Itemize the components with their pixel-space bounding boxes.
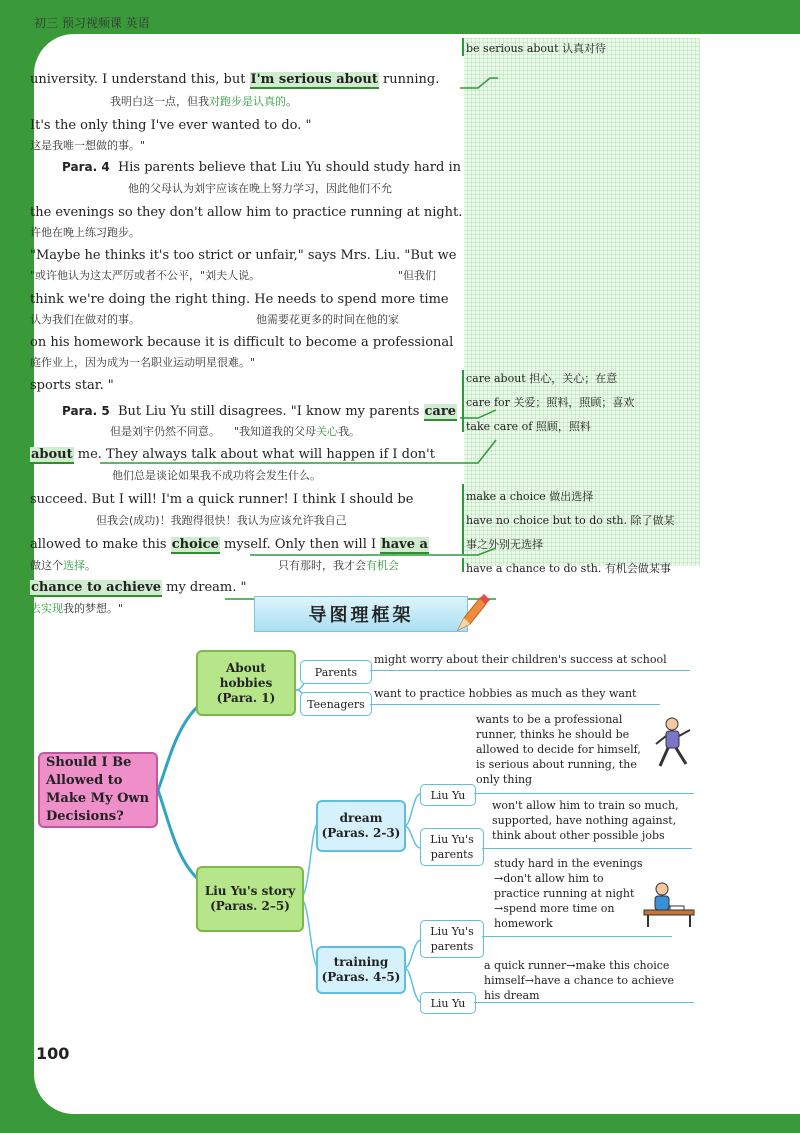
underline: [370, 670, 690, 671]
note-4: take care of 照顾，照料: [466, 420, 591, 433]
dream-parents-text: won't allow him to train so much, supported, have nothing against, think about other possible jobs: [492, 799, 679, 842]
text-line-8: sports star. ": [30, 378, 114, 393]
text-line-9: Para. 5 But Liu Yu still disagrees. "I know my parents care: [62, 404, 456, 419]
train-liu-text: a quick runner→make this choice himself→have a chance to achieve his dream: [484, 959, 675, 1002]
note-5: make a choice 做出选择: [466, 490, 594, 503]
underline: [482, 848, 692, 849]
translation-5a: "或许他认为这太严厉或者不公平，"刘夫人说。: [30, 269, 261, 282]
text-line-11: succeed. But I will! I'm a quick runner! I think I should be: [30, 492, 414, 507]
text-line-2: It's the only thing I've ever wanted to do. ": [30, 118, 312, 133]
translation-5b: "但我们: [398, 269, 437, 282]
page-number: 100: [36, 1044, 70, 1063]
mindmap-title: 导图理框架: [254, 596, 468, 632]
runner-illustration: [652, 716, 694, 772]
translation-12a: 做这个选择。: [30, 559, 96, 572]
translation-13: 去实现我的梦想。": [30, 602, 124, 615]
note-1: be serious about 认真对待: [466, 42, 607, 55]
translation-6b: 他需要花更多的时间在他的家: [256, 313, 399, 326]
leaf-liu-yu-training: Liu Yu: [420, 992, 476, 1014]
highlight-phrase: care: [424, 404, 456, 419]
text-line-10: about me. They always talk about what will happen if I don't: [31, 447, 435, 462]
translation-6a: 认为我们在做对的事。: [30, 313, 140, 326]
translation-4: 许他在晚上练习跑步。: [30, 226, 140, 239]
note-2: care about 担心，关心；在意: [466, 372, 618, 385]
underline: [474, 1002, 694, 1003]
mindmap-root: Should I Be Allowed to Make My Own Decisions?: [38, 752, 158, 828]
leaf-parents: Parents: [300, 660, 372, 684]
note-8: have a chance to do sth. 有机会做某事: [466, 562, 671, 575]
highlight-phrase: about: [31, 447, 73, 462]
studying-illustration: [640, 880, 696, 928]
node-about-hobbies: About hobbies (Para. 1): [196, 650, 296, 716]
translation-1: 我明白这一点，但我对跑步是认真的。: [110, 95, 297, 108]
leaf-teenagers: Teenagers: [300, 692, 372, 716]
note-3: care for 关爱；照料，照顾；喜欢: [466, 396, 635, 409]
highlight-phrase: I'm serious about: [250, 72, 378, 87]
translation-10: 他们总是谈论如果我不成功将会发生什么。: [112, 469, 321, 482]
leaf-liu-yu-parents-dream: Liu Yu's parents: [420, 828, 484, 866]
text-line-1: university. I understand this, but I'm serious about running.: [30, 72, 440, 87]
text-line-4: the evenings so they don't allow him to practice running at night.: [30, 205, 463, 220]
translation-9: 但是刘宇仍然不同意。 "我知道我的父母关心我。: [110, 425, 361, 438]
leaf-liu-yu-dream: Liu Yu: [420, 784, 476, 806]
leaf-liu-yu-parents-training: Liu Yu's parents: [420, 920, 484, 958]
text-line-12: allowed to make this choice myself. Only then will I have a: [30, 537, 428, 552]
dream-liu-text: wants to be a professional runner, thinks he should be allowed to decide for himself, is serious about running, the only thing: [476, 713, 641, 786]
parents-text: might worry about their children's success at school: [374, 653, 667, 666]
note-7: 事之外别无选择: [466, 538, 543, 551]
highlight-phrase: have a: [381, 537, 428, 552]
text-line-6: think we're doing the right thing. He needs to spend more time: [30, 292, 449, 307]
node-liu-yu-story: Liu Yu's story (Paras. 2–5): [196, 866, 304, 932]
translation-7: 庭作业上，因为成为一名职业运动明星很难。": [30, 356, 256, 369]
translation-2: 这是我唯一想做的事。": [30, 139, 146, 152]
text-line-5: "Maybe he thinks it's too strict or unfair," says Mrs. Liu. "But we: [30, 248, 457, 263]
train-parents-text: study hard in the evenings →don't allow him to practice running at night →spend more time on homework: [494, 857, 643, 930]
translation-11: 但我会(成功)！我跑得很快！我认为应该允许我自己: [96, 514, 347, 527]
node-dream: dream (Paras. 2-3): [316, 800, 406, 852]
header-label: 初三 预习视频课 英语: [34, 16, 150, 30]
translation-12b: 只有那时，我才会有机会: [278, 559, 399, 572]
highlight-phrase: choice: [171, 537, 219, 552]
note-6: have no choice but to do sth. 除了做某: [466, 514, 675, 527]
translation-3: 他的父母认为刘宇应该在晚上努力学习，因此他们不允: [128, 182, 392, 195]
underline: [474, 793, 694, 794]
text-line-3: Para. 4 His parents believe that Liu Yu should study hard in: [62, 160, 462, 175]
highlight-phrase: chance to achieve: [31, 580, 161, 595]
node-training: training (Paras. 4-5): [316, 946, 406, 994]
text-line-13: chance to achieve my dream. ": [31, 580, 247, 595]
underline: [482, 936, 672, 937]
underline: [370, 704, 660, 705]
teenagers-text: want to practice hobbies as much as they want: [374, 687, 637, 700]
text-line-7: on his homework because it is difficult to become a professional: [30, 335, 454, 350]
